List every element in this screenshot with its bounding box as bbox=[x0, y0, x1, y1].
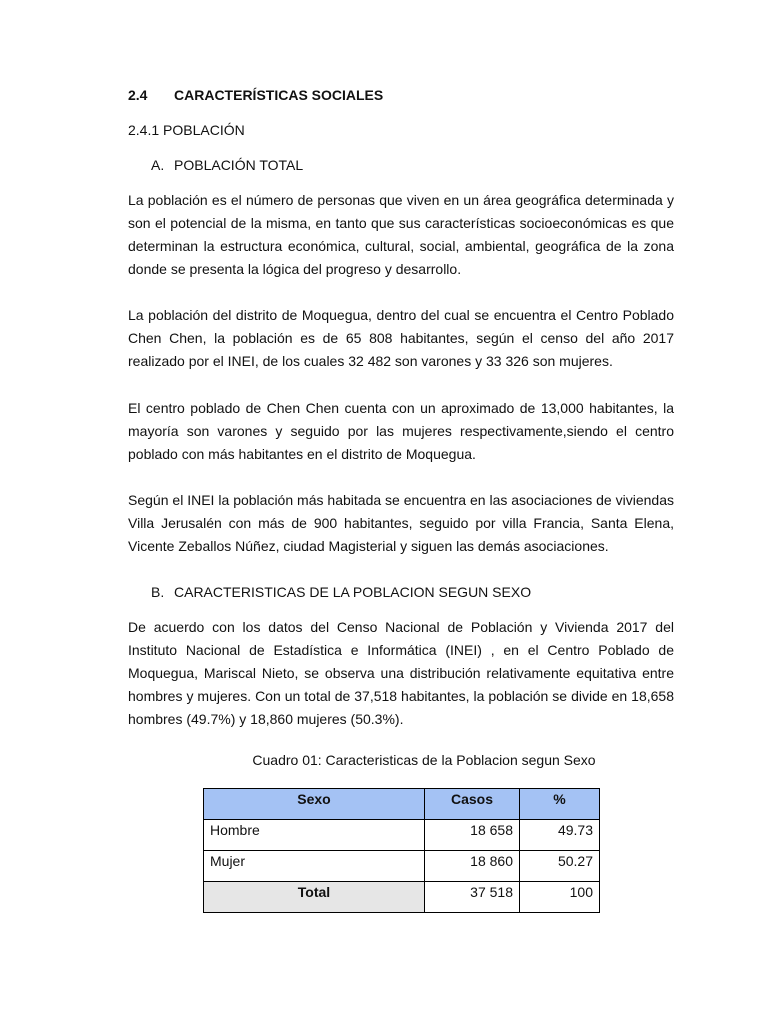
cell-total-percent: 100 bbox=[520, 882, 600, 913]
cell-percent: 50.27 bbox=[520, 851, 600, 882]
item-b-title: CARACTERISTICAS DE LA POBLACION SEGUN SEXO bbox=[174, 584, 532, 600]
section-number: 2.4 bbox=[128, 87, 148, 103]
item-a-title: POBLACIÓN TOTAL bbox=[174, 157, 304, 173]
table-caption bbox=[128, 752, 674, 768]
header-sexo: Sexo bbox=[204, 789, 425, 820]
subsection-heading: 2.4.1 POBLACIÓN bbox=[128, 122, 245, 138]
paragraph-definition: La población es el número de personas que viven en un área geográfica determinada y son el potencial de la misma, en tanto que sus características socioeconómicas es que determinan la estructura económica, cultural, social, ambiental, geográfica de la zona donde se presenta la lógica del progreso y desarrollo. bbox=[128, 192, 674, 277]
paragraph-census-sex: De acuerdo con los datos del Censo Nacional de Población y Vivienda 2017 del Instituto Nacional de Estadística e Informática (INEI) , en el Centro Poblado de Moquegua, Mariscal Nieto, se observa una distribución relativamente equitativa entre hombres y mujeres. Con un total de 37,518 habitantes, la población se divide en 18,658 hombres (49.7%) y 18,860 mujeres (50.3%). bbox=[128, 619, 674, 727]
table-caption-text: Cuadro 01: Caracteristicas de la Poblacion segun Sexo bbox=[252, 752, 596, 768]
paragraph-inei-associations: Según el INEI la población más habitada se encuentra en las asociaciones de viviendas Villa Jerusalén con más de 900 habitantes, seguido por villa Francia, Santa Elena, Vicente Zeballos Núñez, ciudad Magisterial y siguen las demás asociaciones. bbox=[128, 492, 674, 554]
section-heading bbox=[128, 87, 383, 103]
item-b-heading bbox=[151, 584, 531, 600]
item-a-letter: A. bbox=[151, 157, 165, 173]
cell-cases: 18 860 bbox=[425, 851, 520, 882]
cell-cases: 18 658 bbox=[425, 820, 520, 851]
item-b-letter: B. bbox=[151, 584, 165, 600]
header-percent: % bbox=[520, 789, 600, 820]
cell-sex: Hombre bbox=[204, 820, 425, 851]
table-row bbox=[204, 851, 600, 882]
cell-total-label: Total bbox=[204, 882, 425, 913]
cell-total-cases: 37 518 bbox=[425, 882, 520, 913]
paragraph-district-population: La población del distrito de Moquegua, dentro del cual se encuentra el Centro Poblado Chen Chen, la población es de 65 808 habitantes, según el censo del año 2017 realizado por el INEI, de los cuales 32 482 son varones y 33 326 son mujeres. bbox=[128, 307, 674, 369]
paragraph-chen-chen: El centro poblado de Chen Chen cuenta con un aproximado de 13,000 habitantes, la mayoría son varones y seguido por las mujeres respectivamente,siendo el centro poblado con más habitantes en el distrito de Moquegua. bbox=[128, 400, 674, 462]
population-by-sex-table bbox=[203, 788, 600, 913]
table-header-row bbox=[204, 789, 600, 820]
table-row bbox=[204, 820, 600, 851]
header-casos: Casos bbox=[425, 789, 520, 820]
cell-percent: 49.73 bbox=[520, 820, 600, 851]
cell-sex: Mujer bbox=[204, 851, 425, 882]
table-total-row bbox=[204, 882, 600, 913]
section-title: CARACTERÍSTICAS SOCIALES bbox=[174, 87, 384, 103]
item-a-heading bbox=[151, 157, 303, 173]
